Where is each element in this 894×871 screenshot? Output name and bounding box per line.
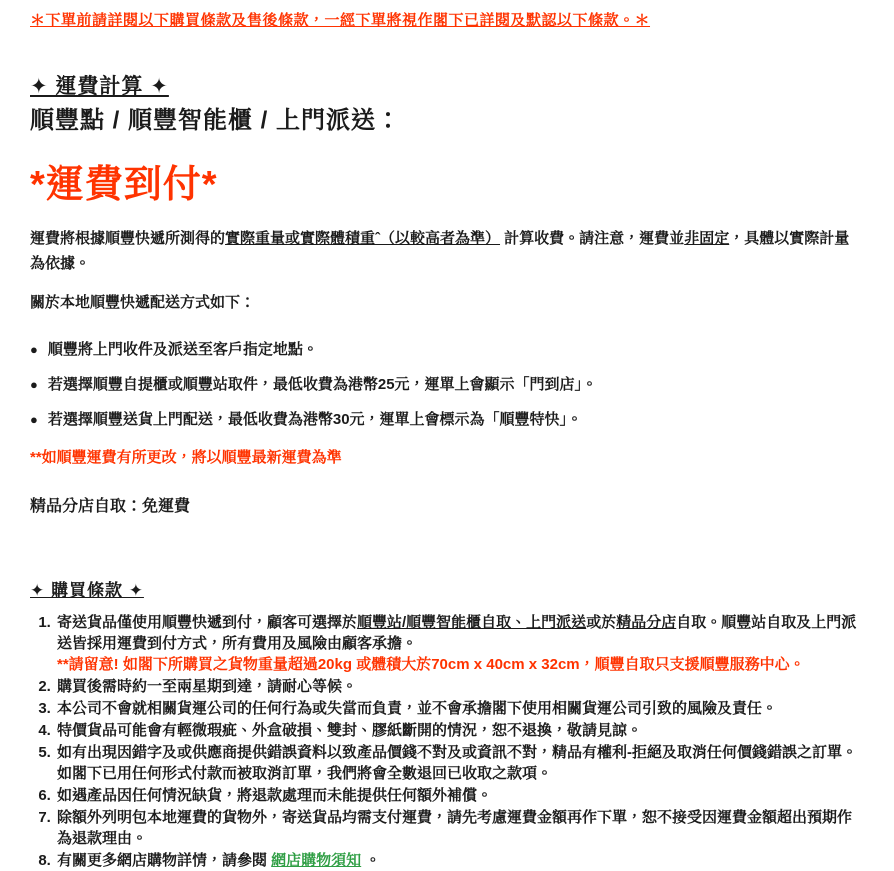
term-item-1 xyxy=(55,612,860,675)
term-item-4 xyxy=(55,720,860,741)
bullet-icon: ● xyxy=(30,377,38,392)
fee-seg-notfixed-underlined: 非固定 xyxy=(684,230,730,247)
fee-seg-1: 運費將根據順豐快遞所測得的 xyxy=(30,230,226,247)
shipping-section xyxy=(30,74,860,519)
term-item-3 xyxy=(55,698,860,719)
bullet-icon: ● xyxy=(30,342,38,357)
bullet-text: 若選擇順豐送貨上門配送，最低收費為港幣30元，運單上會標示為「順豐特快」。 xyxy=(47,411,583,428)
term8-seg-a: 有關更多網店購物詳情，請參閱 xyxy=(57,852,272,869)
list-item xyxy=(30,407,860,432)
bullet-text: 順豐將上門收件及派送至客戶指定地點。 xyxy=(47,341,318,358)
list-item xyxy=(30,337,860,362)
purchase-terms-section xyxy=(30,579,860,871)
term3-text: 本公司不會就相關貨運公司的任何行為或失當而負責，並不會承擔閣下使用相關貨運公司引致的風險及責任。 xyxy=(57,700,778,717)
term-item-6 xyxy=(55,785,860,806)
purchase-terms-list xyxy=(30,612,860,871)
term1-seg-c: 或於 xyxy=(586,614,617,631)
store-shopping-guide-link[interactable]: 網店購物須知 xyxy=(271,852,362,869)
bullet-text: 若選擇順豐自提櫃或順豐站取件，最低收費為港幣25元，運單上會顯示「門到店」。 xyxy=(47,376,598,393)
fee-seg-5: ，具體以實際計量為依據。 xyxy=(30,230,850,272)
term4-text: 特價貨品可能會有輕微瑕疵、外盒破損、雙封、膠紙斷開的情況，恕不退換，敬請見諒。 xyxy=(57,722,643,739)
shipping-calc-title: ✦ 運費計算 ✦ xyxy=(30,75,169,98)
fee-seg-3: 計算收費。請注意，運費並 xyxy=(500,230,685,247)
term1-store-underlined: 精品分店 xyxy=(616,614,677,631)
bullet-icon: ● xyxy=(30,412,38,427)
purchase-terms-title: ✦ 購買條款 ✦ xyxy=(30,581,144,600)
list-item xyxy=(30,372,860,397)
term5-text: 如有出現因錯字及或供應商提供錯誤資料以致產品價錢不對及或資訊不對，精品有權利-拒絕及取消任何價錢錯誤之訂單。如閣下已用任何形式付款而被取消訂單，我們將會全數退回已收取之款項。 xyxy=(57,744,858,782)
freight-collect-headline: *運費到付* xyxy=(30,164,218,206)
store-pickup-free-note: 精品分店自取：免運費 xyxy=(30,498,191,515)
fee-calculation-paragraph xyxy=(30,226,860,276)
fee-seg-weight-underlined: 實際重量或實際體積重ˆ（以較高者為準） xyxy=(225,230,501,247)
shipping-methods-subtitle: 順豐點 / 順豐智能櫃 / 上門派送： xyxy=(30,107,402,134)
term6-text: 如遇產品因任何情況缺貨，將退款處理而未能提供任何額外補償。 xyxy=(57,787,493,804)
term-item-7 xyxy=(55,807,860,849)
term1-weight-limit-warning: **請留意! 如閣下所購買之貨物重量超過20kg 或體積大於70cm x 40cm x 32cm，順豐自取只支援順豐服務中心。 xyxy=(57,656,805,673)
delivery-bullet-list xyxy=(30,337,860,432)
term1-seg-a: 寄送貨品僅使用順豐快遞到付，顧客可選擇於 xyxy=(57,614,358,631)
term7-text: 除額外列明包本地運費的貨物外，寄送貨品均需支付運費，請先考慮運費金額再作下單，恕不接受因運費金額超出預期作為退款理由。 xyxy=(57,809,853,847)
pre-order-notice: ＊下單前請詳閱以下購買條款及售後條款，一經下單將視作閣下已詳閱及默認以下條款。＊ xyxy=(30,12,651,29)
term2-text: 購買後需時約一至兩星期到達，請耐心等候。 xyxy=(57,678,358,695)
term1-seg-e: 自取。順豐站自取及上門派送皆採用運費到付方式，所有費用及風險由顧客承擔。 xyxy=(57,614,857,652)
fee-change-note: **如順豐運費有所更改，將以順豐最新運費為準 xyxy=(30,449,342,466)
term8-seg-b: 。 xyxy=(361,852,381,869)
term-item-5 xyxy=(55,742,860,784)
term-item-2 xyxy=(55,676,860,697)
term1-sf-options-underlined: 順豐站/順豐智能櫃自取、上門派送 xyxy=(357,614,587,631)
term-item-8 xyxy=(55,850,860,871)
delivery-methods-intro: 關於本地順豐快遞配送方式如下： xyxy=(30,294,256,311)
